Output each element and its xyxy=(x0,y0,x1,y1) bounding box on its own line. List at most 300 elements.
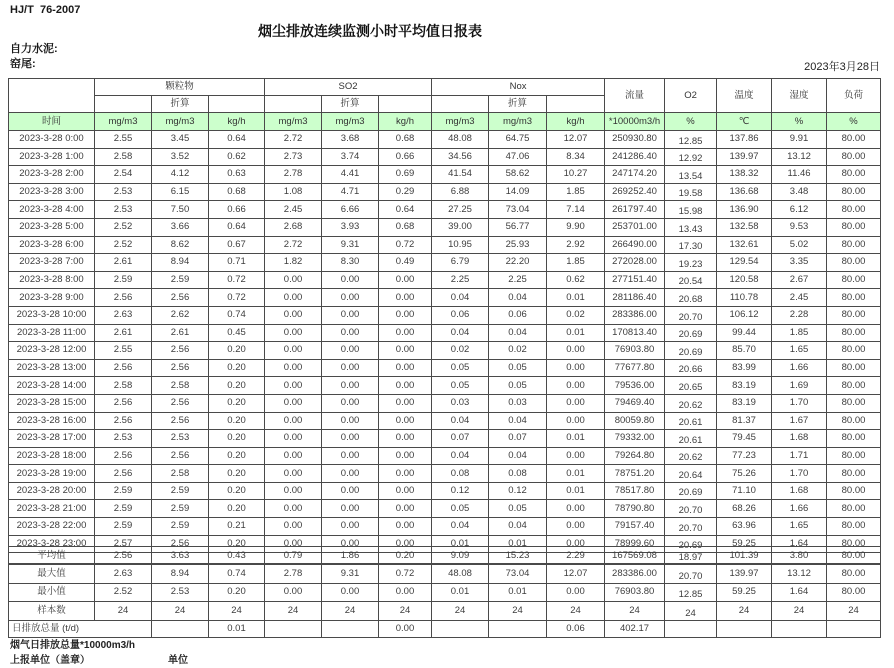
value-cell: 0.00 xyxy=(379,447,432,465)
value-cell: 20.64 xyxy=(665,465,717,483)
value-cell: 20.69 xyxy=(665,482,717,500)
value-cell: 0.03 xyxy=(489,394,547,412)
summary-value-cell: 2.63 xyxy=(95,565,152,583)
value-cell: 0.00 xyxy=(379,271,432,289)
summary-value-cell: 8.94 xyxy=(152,565,209,583)
value-cell: 0.08 xyxy=(432,465,489,483)
value-cell: 2.59 xyxy=(152,482,209,500)
value-cell: 19.23 xyxy=(665,254,717,272)
value-cell: 241286.40 xyxy=(605,148,665,166)
summary-value-cell: 1.86 xyxy=(322,547,379,565)
value-cell: 8.30 xyxy=(322,254,379,272)
value-cell: 0.00 xyxy=(379,430,432,448)
value-cell: 2.62 xyxy=(152,306,209,324)
value-cell: 0.00 xyxy=(547,500,605,518)
value-cell: 0.20 xyxy=(209,482,265,500)
value-cell: 78999.60 xyxy=(605,535,665,553)
value-cell: 0.00 xyxy=(547,342,605,360)
header-humidity: 湿度 xyxy=(772,79,827,113)
value-cell: 0.68 xyxy=(379,131,432,149)
value-cell: 0.01 xyxy=(547,289,605,307)
daily-total-cell: 0.01 xyxy=(209,620,265,637)
value-cell: 2.56 xyxy=(152,447,209,465)
value-cell: 2.78 xyxy=(265,166,322,184)
summary-value-cell: 3.80 xyxy=(772,547,827,565)
value-cell: 56.77 xyxy=(489,218,547,236)
value-cell: 2.56 xyxy=(152,394,209,412)
summary-value-cell: 0.43 xyxy=(209,547,265,565)
value-cell: 0.00 xyxy=(265,289,322,307)
value-cell: 80.00 xyxy=(827,148,881,166)
value-cell: 80.00 xyxy=(827,254,881,272)
value-cell: 1.85 xyxy=(547,254,605,272)
value-cell: 0.00 xyxy=(265,518,322,536)
summary-table xyxy=(8,546,881,638)
summary-value-cell: 24 xyxy=(152,602,209,620)
summary-value-cell: 2.29 xyxy=(547,547,605,565)
value-cell: 0.04 xyxy=(489,518,547,536)
value-cell: 0.00 xyxy=(379,465,432,483)
value-cell: 0.02 xyxy=(432,342,489,360)
value-cell: 13.54 xyxy=(665,166,717,184)
summary-value-cell: 0.00 xyxy=(322,583,379,601)
value-cell: 0.20 xyxy=(209,394,265,412)
header-so2: SO2 xyxy=(265,79,432,96)
value-cell: 20.70 xyxy=(665,518,717,536)
value-cell: 41.54 xyxy=(432,166,489,184)
value-cell: 0.06 xyxy=(489,306,547,324)
value-cell: 2.45 xyxy=(265,201,322,219)
summary-value-cell: 24 xyxy=(489,602,547,620)
value-cell: 4.71 xyxy=(322,183,379,201)
daily-total-cell: 0.06 xyxy=(547,620,605,637)
daily-total-cell xyxy=(265,620,322,637)
unit-cell: % xyxy=(827,113,881,131)
value-cell: 0.20 xyxy=(209,535,265,553)
value-cell: 80.00 xyxy=(827,482,881,500)
header-particulate: 颗粒物 xyxy=(95,79,265,96)
value-cell: 80.00 xyxy=(827,201,881,219)
table-row xyxy=(9,201,881,219)
value-cell: 12.85 xyxy=(665,131,717,149)
value-cell: 0.00 xyxy=(379,482,432,500)
summary-value-cell: 24 xyxy=(265,602,322,620)
header-group-row xyxy=(9,79,881,96)
value-cell: 0.12 xyxy=(432,482,489,500)
table-row xyxy=(9,465,881,483)
value-cell: 2.52 xyxy=(95,236,152,254)
summary-value-cell: 59.25 xyxy=(717,583,772,601)
time-cell: 2023-3-28 19:00 xyxy=(9,465,95,483)
daily-total-cell xyxy=(772,620,827,637)
value-cell: 10.27 xyxy=(547,166,605,184)
value-cell: 20.65 xyxy=(665,377,717,395)
value-cell: 3.68 xyxy=(322,131,379,149)
value-cell: 137.86 xyxy=(717,131,772,149)
value-cell: 1.08 xyxy=(265,183,322,201)
value-cell: 8.62 xyxy=(152,236,209,254)
value-cell: 2.61 xyxy=(152,324,209,342)
value-cell: 136.90 xyxy=(717,201,772,219)
value-cell: 83.19 xyxy=(717,394,772,412)
daily-total-cell xyxy=(489,620,547,637)
value-cell: 2.45 xyxy=(772,289,827,307)
value-cell: 0.00 xyxy=(322,271,379,289)
value-cell: 2.58 xyxy=(95,148,152,166)
value-cell: 77677.80 xyxy=(605,359,665,377)
value-cell: 0.72 xyxy=(379,236,432,254)
value-cell: 106.12 xyxy=(717,306,772,324)
daily-total-row xyxy=(9,620,881,637)
summary-value-cell: 0.00 xyxy=(547,583,605,601)
value-cell: 0.00 xyxy=(322,342,379,360)
value-cell: 281186.40 xyxy=(605,289,665,307)
value-cell: 80.00 xyxy=(827,183,881,201)
daily-total-cell: 402.17 xyxy=(605,620,665,637)
value-cell: 129.54 xyxy=(717,254,772,272)
value-cell: 261797.40 xyxy=(605,201,665,219)
value-cell: 20.70 xyxy=(665,500,717,518)
daily-total-cell xyxy=(717,620,772,637)
value-cell: 80.00 xyxy=(827,236,881,254)
value-cell: 1.70 xyxy=(772,394,827,412)
value-cell: 20.62 xyxy=(665,394,717,412)
value-cell: 0.07 xyxy=(432,430,489,448)
value-cell: 0.20 xyxy=(209,500,265,518)
value-cell: 0.01 xyxy=(489,535,547,553)
value-cell: 80.00 xyxy=(827,465,881,483)
value-cell: 0.00 xyxy=(322,447,379,465)
value-cell: 0.00 xyxy=(322,518,379,536)
value-cell: 0.04 xyxy=(432,412,489,430)
value-cell: 6.12 xyxy=(772,201,827,219)
summary-value-cell: 101.39 xyxy=(717,547,772,565)
value-cell: 0.00 xyxy=(547,518,605,536)
value-cell: 136.68 xyxy=(717,183,772,201)
value-cell: 0.04 xyxy=(432,518,489,536)
value-cell: 170813.40 xyxy=(605,324,665,342)
value-cell: 0.00 xyxy=(379,518,432,536)
unit-cell: % xyxy=(772,113,827,131)
value-cell: 0.00 xyxy=(322,500,379,518)
summary-value-cell: 12.07 xyxy=(547,565,605,583)
summary-value-cell: 2.78 xyxy=(265,565,322,583)
value-cell: 78790.80 xyxy=(605,500,665,518)
summary-value-cell: 80.00 xyxy=(827,565,881,583)
value-cell: 0.01 xyxy=(547,465,605,483)
time-cell: 2023-3-28 11:00 xyxy=(9,324,95,342)
value-cell: 27.25 xyxy=(432,201,489,219)
summary-value-cell: 0.74 xyxy=(209,565,265,583)
summary-value-cell: 24 xyxy=(209,602,265,620)
value-cell: 2.58 xyxy=(152,377,209,395)
value-cell: 9.31 xyxy=(322,236,379,254)
value-cell: 0.05 xyxy=(432,500,489,518)
value-cell: 99.44 xyxy=(717,324,772,342)
header-nox: Nox xyxy=(432,79,605,96)
value-cell: 79264.80 xyxy=(605,447,665,465)
time-cell: 2023-3-28 15:00 xyxy=(9,394,95,412)
table-row xyxy=(9,131,881,149)
value-cell: 2.56 xyxy=(95,359,152,377)
table-row xyxy=(9,218,881,236)
unit-cell: mg/m3 xyxy=(322,113,379,131)
value-cell: 2.54 xyxy=(95,166,152,184)
summary-value-cell: 15.23 xyxy=(489,547,547,565)
time-cell: 2023-3-28 9:00 xyxy=(9,289,95,307)
value-cell: 1.71 xyxy=(772,447,827,465)
value-cell: 0.64 xyxy=(379,201,432,219)
value-cell: 2.53 xyxy=(95,201,152,219)
value-cell: 0.07 xyxy=(489,430,547,448)
value-cell: 9.53 xyxy=(772,218,827,236)
value-cell: 0.20 xyxy=(209,447,265,465)
value-cell: 20.69 xyxy=(665,342,717,360)
standard-number: HJ/T 76-2007 xyxy=(10,4,81,16)
header-o2: O2 xyxy=(665,79,717,113)
value-cell: 80.00 xyxy=(827,306,881,324)
value-cell: 83.99 xyxy=(717,359,772,377)
table-row xyxy=(9,324,881,342)
value-cell: 5.02 xyxy=(772,236,827,254)
value-cell: 0.74 xyxy=(209,306,265,324)
value-cell: 0.04 xyxy=(489,447,547,465)
value-cell: 11.46 xyxy=(772,166,827,184)
value-cell: 80059.80 xyxy=(605,412,665,430)
value-cell: 1.65 xyxy=(772,342,827,360)
value-cell: 0.72 xyxy=(209,271,265,289)
value-cell: 73.04 xyxy=(489,201,547,219)
value-cell: 80.00 xyxy=(827,289,881,307)
summary-value-cell: 24 xyxy=(827,602,881,620)
value-cell: 2.25 xyxy=(489,271,547,289)
value-cell: 80.00 xyxy=(827,218,881,236)
value-cell: 2.58 xyxy=(95,377,152,395)
value-cell: 6.15 xyxy=(152,183,209,201)
value-cell: 0.67 xyxy=(209,236,265,254)
value-cell: 0.01 xyxy=(547,324,605,342)
time-cell: 2023-3-28 16:00 xyxy=(9,412,95,430)
value-cell: 0.04 xyxy=(432,289,489,307)
value-cell: 0.66 xyxy=(209,201,265,219)
value-cell: 0.29 xyxy=(379,183,432,201)
value-cell: 80.00 xyxy=(827,377,881,395)
value-cell: 250930.80 xyxy=(605,131,665,149)
value-cell: 2.53 xyxy=(95,430,152,448)
value-cell: 20.61 xyxy=(665,412,717,430)
value-cell: 2.56 xyxy=(95,447,152,465)
value-cell: 0.00 xyxy=(379,394,432,412)
value-cell: 2.57 xyxy=(95,535,152,553)
value-cell: 0.00 xyxy=(547,359,605,377)
summary-value-cell: 0.01 xyxy=(432,583,489,601)
value-cell: 71.10 xyxy=(717,482,772,500)
unit-label: 单位 xyxy=(168,655,188,666)
summary-row xyxy=(9,565,881,583)
unit-cell: *10000m3/h xyxy=(605,113,665,131)
value-cell: 58.62 xyxy=(489,166,547,184)
time-cell: 2023-3-28 21:00 xyxy=(9,500,95,518)
value-cell: 0.08 xyxy=(489,465,547,483)
summary-value-cell: 2.56 xyxy=(95,547,152,565)
value-cell: 0.00 xyxy=(322,412,379,430)
value-cell: 0.68 xyxy=(209,183,265,201)
summary-value-cell: 24 xyxy=(432,602,489,620)
value-cell: 22.20 xyxy=(489,254,547,272)
value-cell: 6.88 xyxy=(432,183,489,201)
time-cell: 2023-3-28 3:00 xyxy=(9,183,95,201)
value-cell: 139.97 xyxy=(717,148,772,166)
daily-total-cell xyxy=(665,620,717,637)
header-flow: 流量 xyxy=(605,79,665,113)
summary-row xyxy=(9,547,881,565)
value-cell: 0.00 xyxy=(547,377,605,395)
value-cell: 79157.40 xyxy=(605,518,665,536)
daily-total-cell xyxy=(827,620,881,637)
value-cell: 0.00 xyxy=(265,271,322,289)
value-cell: 3.52 xyxy=(152,148,209,166)
value-cell: 0.04 xyxy=(489,289,547,307)
summary-row xyxy=(9,583,881,601)
value-cell: 120.58 xyxy=(717,271,772,289)
time-cell: 2023-3-28 17:00 xyxy=(9,430,95,448)
value-cell: 2.25 xyxy=(432,271,489,289)
value-cell: 0.03 xyxy=(432,394,489,412)
time-cell: 2023-3-28 22:00 xyxy=(9,518,95,536)
summary-label-cell: 平均值 xyxy=(9,547,95,565)
daily-total-cell xyxy=(322,620,379,637)
value-cell: 79469.40 xyxy=(605,394,665,412)
time-cell: 2023-3-28 8:00 xyxy=(9,271,95,289)
value-cell: 34.56 xyxy=(432,148,489,166)
value-cell: 80.00 xyxy=(827,324,881,342)
value-cell: 2.55 xyxy=(95,131,152,149)
time-cell: 2023-3-28 20:00 xyxy=(9,482,95,500)
value-cell: 20.61 xyxy=(665,430,717,448)
summary-value-cell: 24 xyxy=(547,602,605,620)
value-cell: 266490.00 xyxy=(605,236,665,254)
unit-cell: kg/h xyxy=(547,113,605,131)
unit-cell: % xyxy=(665,113,717,131)
value-cell: 110.78 xyxy=(717,289,772,307)
summary-value-cell: 9.09 xyxy=(432,547,489,565)
value-cell: 2.52 xyxy=(95,218,152,236)
table-row xyxy=(9,447,881,465)
value-cell: 1.65 xyxy=(772,518,827,536)
value-cell: 79332.00 xyxy=(605,430,665,448)
table-row xyxy=(9,377,881,395)
value-cell: 9.90 xyxy=(547,218,605,236)
value-cell: 9.91 xyxy=(772,131,827,149)
value-cell: 0.05 xyxy=(489,500,547,518)
monitor-location: 窑尾: xyxy=(10,58,36,70)
summary-value-cell: 24 xyxy=(322,602,379,620)
value-cell: 3.48 xyxy=(772,183,827,201)
value-cell: 2.59 xyxy=(152,518,209,536)
value-cell: 20.54 xyxy=(665,271,717,289)
unit-cell: mg/m3 xyxy=(152,113,209,131)
summary-value-cell: 9.31 xyxy=(322,565,379,583)
value-cell: 0.21 xyxy=(209,518,265,536)
value-cell: 0.72 xyxy=(209,289,265,307)
value-cell: 0.00 xyxy=(265,342,322,360)
company-name: 自力水泥: xyxy=(10,43,58,55)
value-cell: 0.69 xyxy=(379,166,432,184)
value-cell: 253701.00 xyxy=(605,218,665,236)
value-cell: 2.58 xyxy=(152,465,209,483)
summary-label-cell: 最大值 xyxy=(9,565,95,583)
value-cell: 3.45 xyxy=(152,131,209,149)
value-cell: 0.00 xyxy=(547,394,605,412)
time-cell: 2023-3-28 6:00 xyxy=(9,236,95,254)
table-row xyxy=(9,166,881,184)
value-cell: 0.00 xyxy=(265,447,322,465)
value-cell: 0.04 xyxy=(489,324,547,342)
value-cell: 25.93 xyxy=(489,236,547,254)
value-cell: 80.00 xyxy=(827,394,881,412)
summary-value-cell: 24 xyxy=(772,602,827,620)
value-cell: 0.00 xyxy=(265,430,322,448)
daily-total-label: 日排放总量 (t/d) xyxy=(9,620,152,637)
summary-value-cell: 0.00 xyxy=(379,583,432,601)
value-cell: 0.00 xyxy=(379,377,432,395)
table-row xyxy=(9,359,881,377)
summary-value-cell: 73.04 xyxy=(489,565,547,583)
value-cell: 0.00 xyxy=(265,535,322,553)
header-load: 负荷 xyxy=(827,79,881,113)
value-cell: 1.69 xyxy=(772,377,827,395)
report-table xyxy=(8,78,881,564)
value-cell: 277151.40 xyxy=(605,271,665,289)
value-cell: 1.85 xyxy=(772,324,827,342)
value-cell: 64.75 xyxy=(489,131,547,149)
value-cell: 2.67 xyxy=(772,271,827,289)
value-cell: 0.02 xyxy=(489,342,547,360)
table-row xyxy=(9,271,881,289)
value-cell: 13.43 xyxy=(665,218,717,236)
value-cell: 0.00 xyxy=(265,324,322,342)
value-cell: 7.50 xyxy=(152,201,209,219)
converted-label-pm: 折算 xyxy=(152,96,209,113)
value-cell: 2.59 xyxy=(95,518,152,536)
value-cell: 0.04 xyxy=(489,412,547,430)
value-cell: 78751.20 xyxy=(605,465,665,483)
unit-cell: ℃ xyxy=(717,113,772,131)
value-cell: 0.02 xyxy=(547,306,605,324)
unit-cell: mg/m3 xyxy=(95,113,152,131)
value-cell: 12.92 xyxy=(665,148,717,166)
value-cell: 0.01 xyxy=(432,535,489,553)
value-cell: 80.00 xyxy=(827,166,881,184)
value-cell: 20.68 xyxy=(665,289,717,307)
summary-value-cell: 24 xyxy=(379,602,432,620)
value-cell: 0.06 xyxy=(432,306,489,324)
daily-total-cell xyxy=(152,620,209,637)
value-cell: 20.66 xyxy=(665,359,717,377)
value-cell: 272028.00 xyxy=(605,254,665,272)
value-cell: 2.59 xyxy=(152,500,209,518)
summary-value-cell: 24 xyxy=(665,602,717,620)
value-cell: 59.25 xyxy=(717,535,772,553)
value-cell: 0.00 xyxy=(547,447,605,465)
value-cell: 0.68 xyxy=(379,218,432,236)
time-cell: 2023-3-28 18:00 xyxy=(9,447,95,465)
value-cell: 2.56 xyxy=(152,412,209,430)
value-cell: 0.00 xyxy=(265,465,322,483)
value-cell: 0.00 xyxy=(379,359,432,377)
value-cell: 15.98 xyxy=(665,201,717,219)
value-cell: 0.00 xyxy=(379,342,432,360)
